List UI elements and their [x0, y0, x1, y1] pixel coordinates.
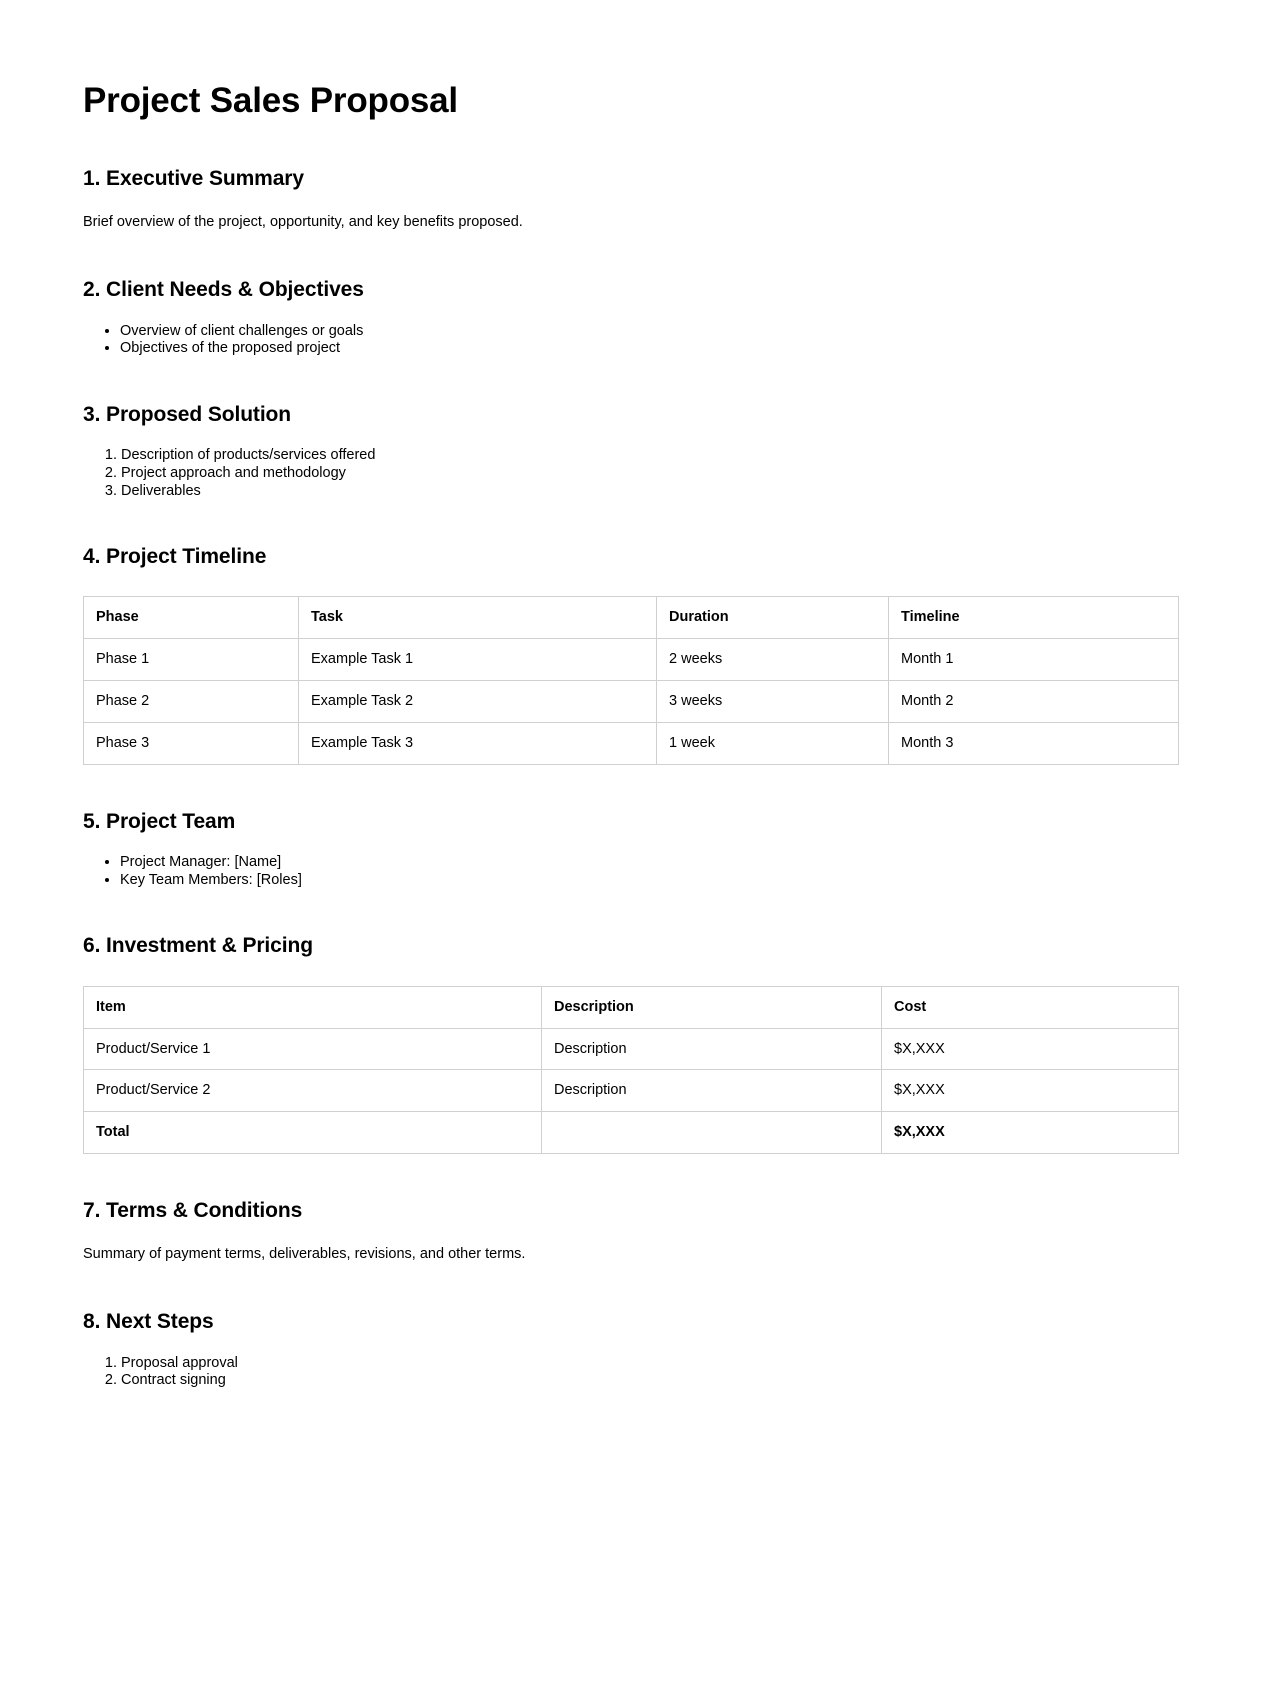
cell-duration: 3 weeks	[657, 681, 889, 723]
table-row	[84, 722, 1179, 764]
cell-total-label: Total	[84, 1112, 542, 1154]
page-title: Project Sales Proposal	[83, 81, 458, 120]
terms-conditions-paragraph: Summary of payment terms, deliverables, revisions, and other terms.	[83, 1246, 526, 1263]
next-steps-list	[83, 1355, 1178, 1390]
cell-cost: $X,XXX	[882, 1070, 1179, 1112]
column-header-timeline: Timeline	[889, 597, 1179, 639]
next-steps-clipped-region	[83, 1354, 1178, 1389]
cell-cost: $X,XXX	[882, 1028, 1179, 1070]
section-heading-client-needs: 2. Client Needs & Objectives	[83, 278, 364, 302]
section-heading-terms-conditions: 7. Terms & Conditions	[83, 1199, 303, 1223]
column-header-task: Task	[299, 597, 657, 639]
section-heading-executive-summary: 1. Executive Summary	[83, 167, 304, 190]
cell-total-description	[542, 1112, 882, 1154]
table-row	[84, 1070, 1179, 1112]
list-item: • Key Team Members: [Roles]	[120, 872, 1178, 890]
column-header-description: Description	[542, 986, 882, 1028]
table-row	[84, 1028, 1179, 1070]
cell-phase: Phase 3	[84, 722, 299, 764]
cell-timeline: Month 3	[889, 722, 1179, 764]
cell-phase: Phase 1	[84, 639, 299, 681]
cell-duration: 1 week	[657, 722, 889, 764]
list-item: 3. Deliverables	[121, 483, 1178, 501]
column-header-duration: Duration	[657, 597, 889, 639]
cell-timeline: Month 1	[889, 639, 1179, 681]
section-heading-project-team: 5. Project Team	[83, 809, 236, 833]
project-timeline-table	[83, 596, 1179, 764]
cell-duration: 2 weeks	[657, 639, 889, 681]
list-item: • Project Manager: [Name]	[120, 854, 1178, 872]
table-row	[84, 639, 1179, 681]
column-header-phase: Phase	[84, 597, 299, 639]
list-item: • Objectives of the proposed project	[120, 340, 1178, 358]
cell-task: Example Task 2	[299, 681, 657, 723]
table-header-row	[84, 597, 1179, 639]
table-row-total	[84, 1112, 1179, 1154]
client-needs-list	[83, 323, 1178, 358]
cell-item: Product/Service 1	[84, 1028, 542, 1070]
cell-item: Product/Service 2	[84, 1070, 542, 1112]
cell-description: Description	[542, 1028, 882, 1070]
section-heading-next-steps: 8. Next Steps	[83, 1310, 214, 1334]
section-heading-investment-pricing: 6. Investment & Pricing	[83, 934, 313, 958]
cell-timeline: Month 2	[889, 681, 1179, 723]
list-item: 2. Project approach and methodology	[121, 465, 1178, 483]
cell-total-cost: $X,XXX	[882, 1112, 1179, 1154]
executive-summary-paragraph: Brief overview of the project, opportunity, and key benefits proposed.	[83, 214, 523, 231]
section-heading-proposed-solution: 3. Proposed Solution	[83, 402, 292, 426]
list-item: 1. Description of products/services offered	[121, 447, 1178, 465]
cell-task: Example Task 3	[299, 722, 657, 764]
section-heading-project-timeline: 4. Project Timeline	[83, 545, 267, 569]
project-team-list	[83, 854, 1178, 889]
cell-task: Example Task 1	[299, 639, 657, 681]
list-item: • Overview of client challenges or goals	[120, 323, 1178, 341]
investment-pricing-table	[83, 986, 1179, 1154]
cell-description: Description	[542, 1070, 882, 1112]
column-header-item: Item	[84, 986, 542, 1028]
table-header-row	[84, 986, 1179, 1028]
column-header-cost: Cost	[882, 986, 1179, 1028]
table-row	[84, 681, 1179, 723]
list-item: 1. Proposal approval	[121, 1355, 1178, 1373]
cell-phase: Phase 2	[84, 681, 299, 723]
proposed-solution-list	[83, 447, 1178, 500]
list-item: 2. Contract signing	[121, 1372, 1178, 1390]
